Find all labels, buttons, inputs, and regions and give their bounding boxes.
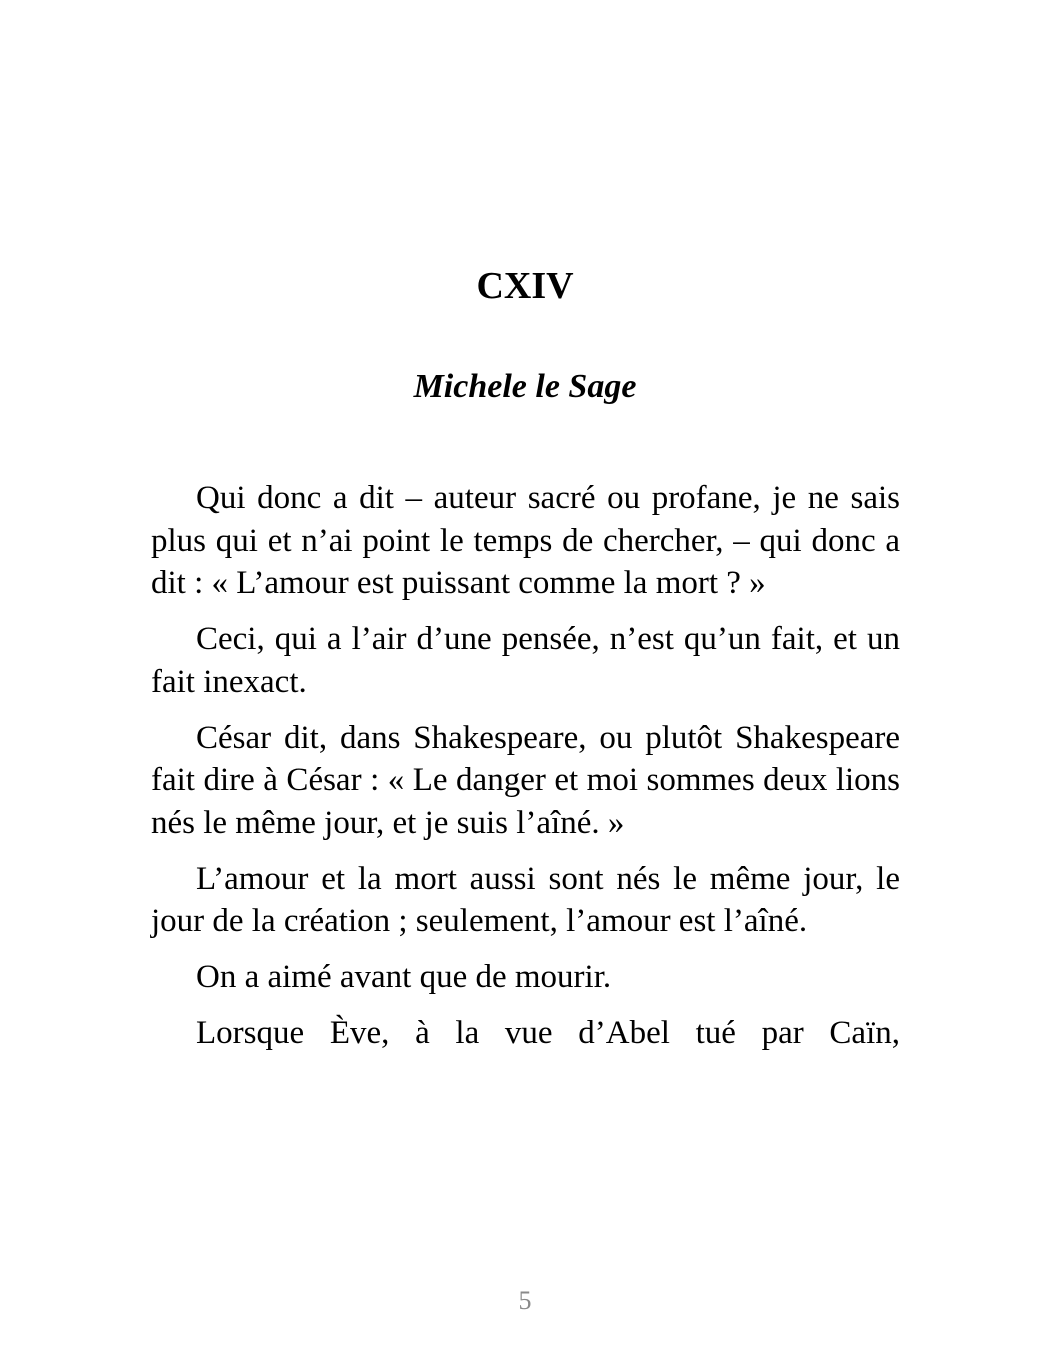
page-number: 5	[518, 1286, 532, 1315]
chapter-title: Michele le Sage	[413, 368, 637, 405]
paragraph: L’amour et la mort aussi sont nés le même jour, le jour de la création ; seulement, l’amour est l’aîné.	[151, 860, 900, 939]
paragraph: Ceci, qui a l’air d’une pensée, n’est qu’un fait, et un fait inexact.	[151, 621, 900, 700]
paragraph: Lorsque Ève, à la vue d’Abel tué par Caïn,	[196, 1015, 900, 1051]
paragraph: César dit, dans Shakespeare, ou plutôt Shakespeare fait dire à César : « Le danger et moi sommes deux lions nés le même jour, et je suis l’aîné. »	[151, 719, 900, 841]
paragraph: On a aimé avant que de mourir.	[196, 959, 612, 995]
paragraph: Qui donc a dit – auteur sacré ou profane, je ne sais plus qui et n’ai point le temps de chercher, – qui donc a dit : « L’amour est puissant comme la mort ? »	[151, 480, 900, 601]
chapter-number: CXIV	[476, 265, 574, 307]
chapter-body	[151, 477, 900, 1068]
